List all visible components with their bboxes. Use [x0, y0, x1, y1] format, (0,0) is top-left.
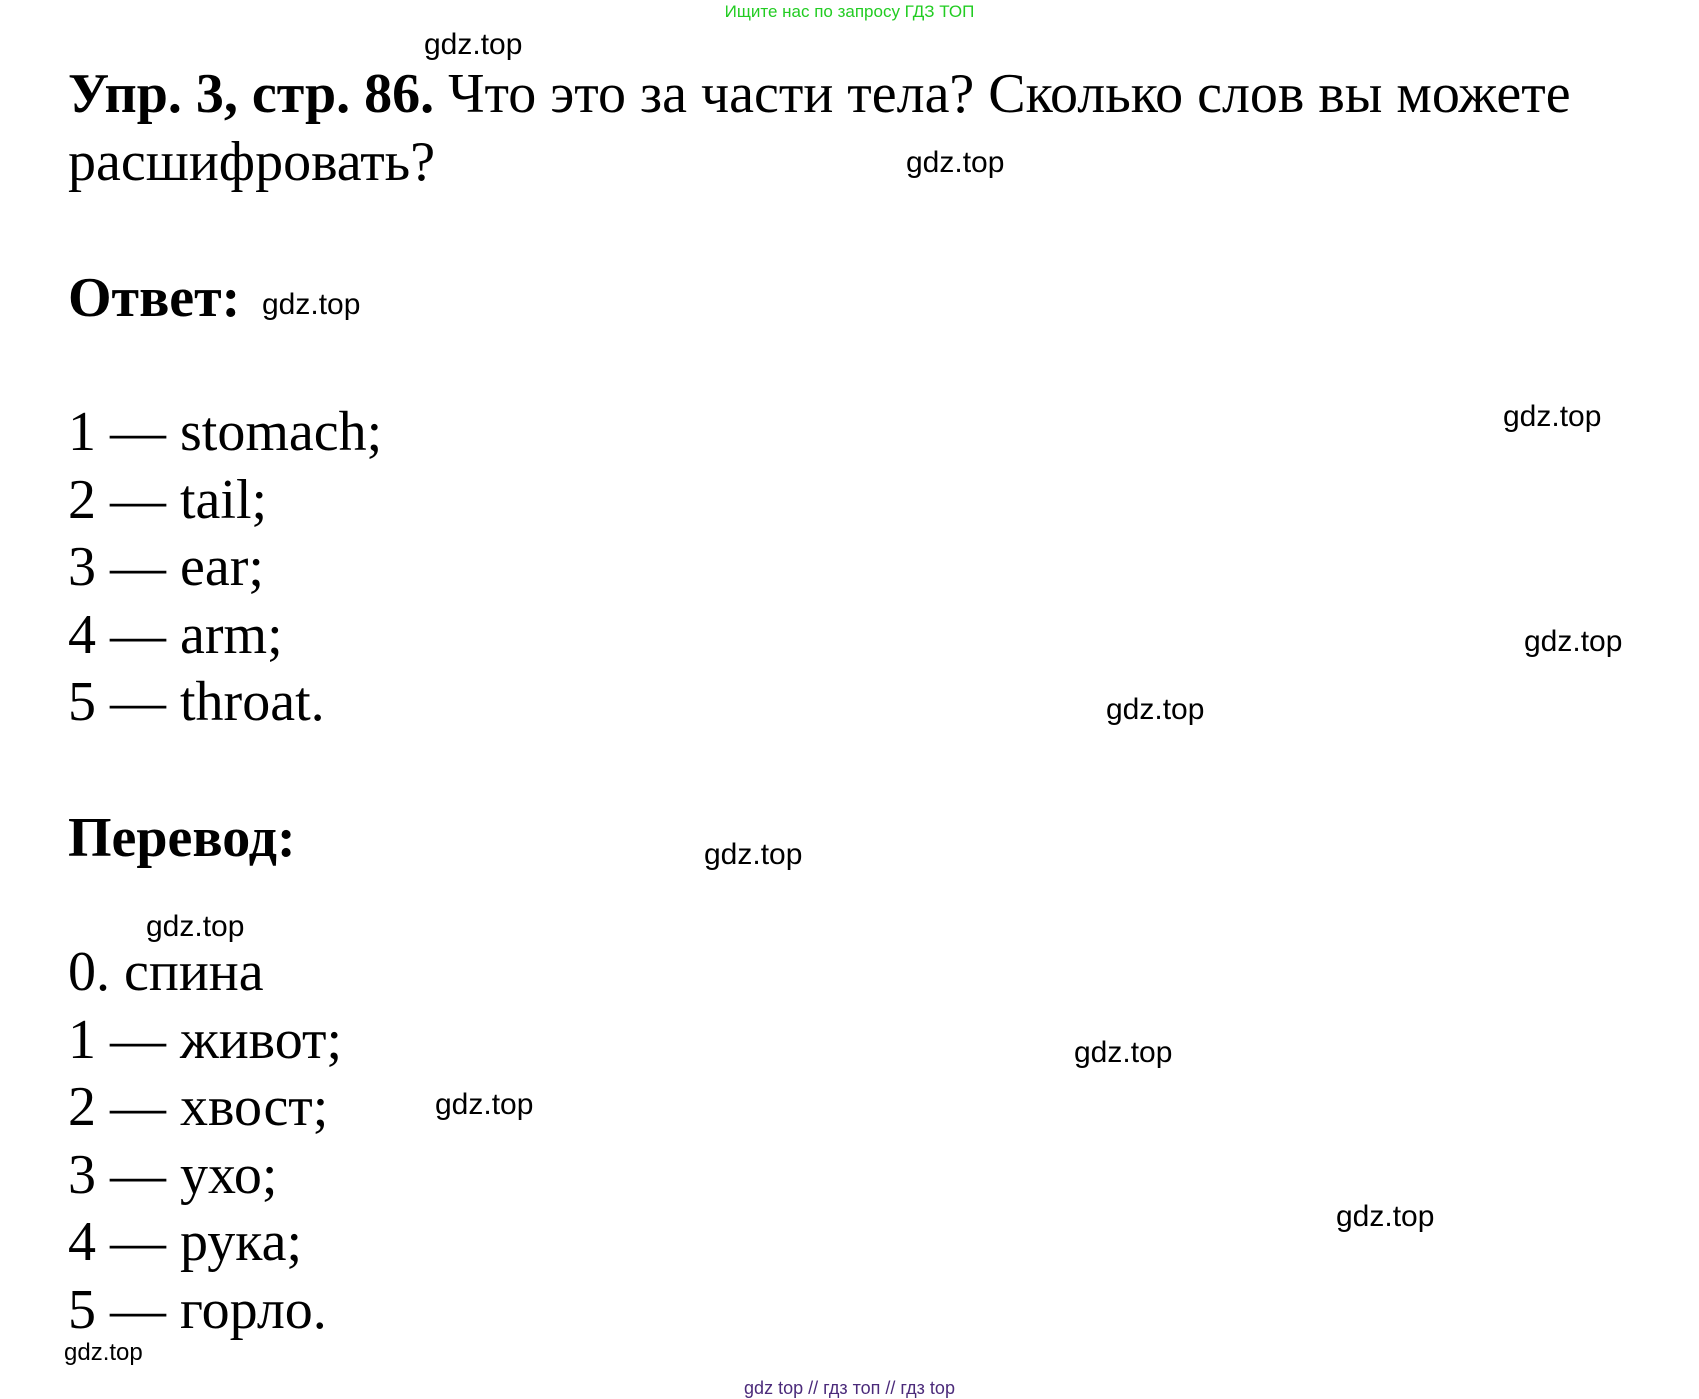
translation-list [68, 939, 342, 1344]
exercise-statement [68, 60, 1678, 196]
list-item: 5 — throat. [68, 671, 325, 733]
watermark: gdz.top [1503, 400, 1602, 433]
watermark: gdz.top [146, 910, 245, 943]
list-item: 1 — stomach; [68, 401, 383, 463]
answer-list [68, 399, 382, 737]
list-item: 1 — живот; [68, 1008, 343, 1071]
exercise-question: Что это за части тела? Сколько слов вы можете расшифровать? [68, 63, 1571, 193]
watermark: gdz.top [1074, 1036, 1173, 1069]
watermark: gdz.top [1336, 1200, 1435, 1233]
list-item: 4 — arm; [68, 603, 283, 666]
exercise-label: Упр. 3, стр. 86. [68, 63, 435, 125]
watermark: gdz.top [1524, 625, 1623, 658]
watermark: gdz.top [1106, 693, 1205, 726]
list-item: 0. спина [68, 941, 264, 1003]
watermark: gdz.top [424, 28, 523, 61]
list-item: 2 — хвост; [68, 1076, 329, 1138]
watermark: gdz.top [262, 288, 361, 321]
watermark: gdz.top [64, 1339, 143, 1366]
watermark: gdz.top [435, 1088, 534, 1121]
list-item: 5 — горло. [68, 1278, 327, 1341]
footer-watermark: gdz top // гдз топ // гдз top [744, 1378, 955, 1398]
answer-heading: Ответ: [68, 267, 241, 329]
search-hint-banner: Ищите нас по запросу ГДЗ ТОП [724, 2, 975, 21]
list-item: 3 — ear; [68, 536, 264, 598]
list-item: 2 — tail; [68, 468, 268, 531]
watermark: gdz.top [906, 146, 1005, 179]
translation-heading: Перевод: [68, 807, 296, 869]
watermark: gdz.top [704, 838, 803, 871]
list-item: 4 — рука; [68, 1211, 303, 1273]
list-item: 3 — ухо; [68, 1143, 278, 1206]
